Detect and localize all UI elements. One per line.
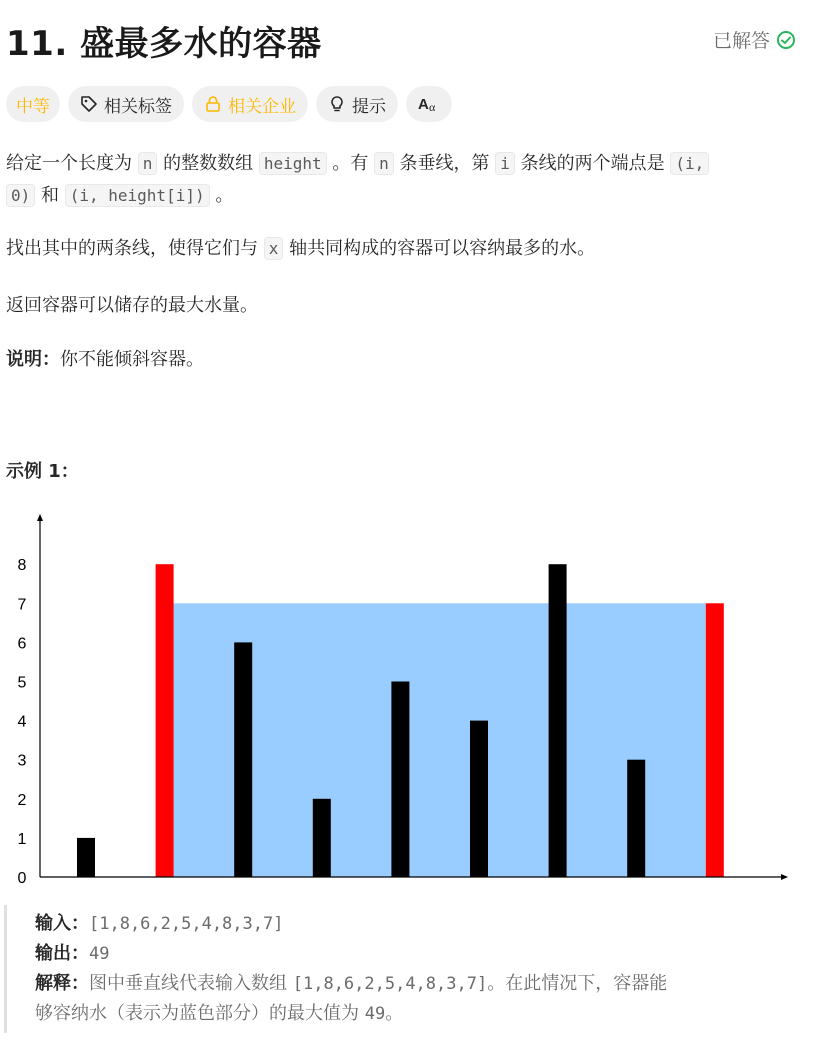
example-explanation: 解释：图中垂直线代表输入数组 [1,8,6,2,5,4,8,3,7]。在此情况下，容器能 [35,973,668,994]
container-chart [0,505,817,895]
description-para-1-cont: 0) 和 (i, height[i]) 。 [6,180,233,212]
related-companies-button[interactable] [192,86,308,122]
description-para-3: 返回容器可以储存的最大水量。 [6,295,258,316]
water-area [174,603,706,877]
note-label: 说明： [6,349,60,370]
bar [627,760,645,877]
inline-code: 0) [6,184,35,207]
y-axis-arrow [37,514,43,521]
lock-icon [204,95,222,113]
y-tick-label: 2 [17,791,27,809]
highlight-bar [156,564,174,877]
tag-bar [6,86,452,122]
bar [234,642,252,877]
description-para-1: 给定一个长度为 n 的整数数组 height 。有 n 条垂线，第 i 条线的两个端点是 (i, [6,148,709,180]
solved-label: 已解答 [712,30,770,52]
x-axis-arrow [781,874,788,880]
bar [549,564,567,877]
note-text: 你不能倾斜容器。 [60,349,204,370]
svg-text:α: α [429,100,436,113]
y-tick-label: 4 [17,713,27,731]
related-tags-button[interactable] [68,86,184,122]
inline-code: x [264,237,284,260]
example-output: 输出：49 [35,943,110,964]
inline-code: (i, height[i]) [65,184,210,207]
highlight-bar [706,603,724,877]
bar [391,682,409,878]
tag-icon [80,95,98,113]
difficulty-badge[interactable]: 中等 [6,86,60,122]
note [6,344,204,376]
example-explanation-cont: 够容纳水（表示为蓝色部分）的最大值为 49。 [35,1003,404,1024]
y-tick-label: 6 [17,635,27,653]
example-block [4,905,807,1033]
translate-button[interactable] [406,86,452,122]
inline-code: i [495,152,515,175]
inline-code: height [259,152,327,175]
check-circle-icon [776,30,796,50]
svg-text:A: A [418,96,429,113]
y-tick-label: 8 [17,557,27,575]
description-para-2: 找出其中的两条线，使得它们与 x 轴共同构成的容器可以容纳最多的水。 [6,238,596,259]
inline-code: (i, [670,152,709,175]
bar [313,799,331,877]
example-input: 输入：[1,8,6,2,5,4,8,3,7] [35,913,284,934]
lightbulb-icon [328,95,346,113]
inline-code: n [138,152,158,175]
hint-label: 提示 [352,96,386,117]
example-heading: 示例 1： [6,461,79,482]
y-tick-label: 5 [17,674,27,692]
related-tags-label: 相关标签 [104,96,172,117]
inline-code: n [374,152,394,175]
translate-icon [418,95,440,113]
bar [470,721,488,877]
y-tick-label: 0 [17,870,27,887]
related-companies-label: 相关企业 [228,96,296,117]
hint-button[interactable] [316,86,398,122]
bar [77,838,95,877]
y-tick-label: 3 [17,752,27,770]
y-tick-label: 1 [17,830,27,848]
problem-title: 11. 盛最多水的容器 [6,24,322,64]
solved-status [713,26,796,53]
problem-header [6,16,796,64]
y-tick-label: 7 [17,596,27,614]
